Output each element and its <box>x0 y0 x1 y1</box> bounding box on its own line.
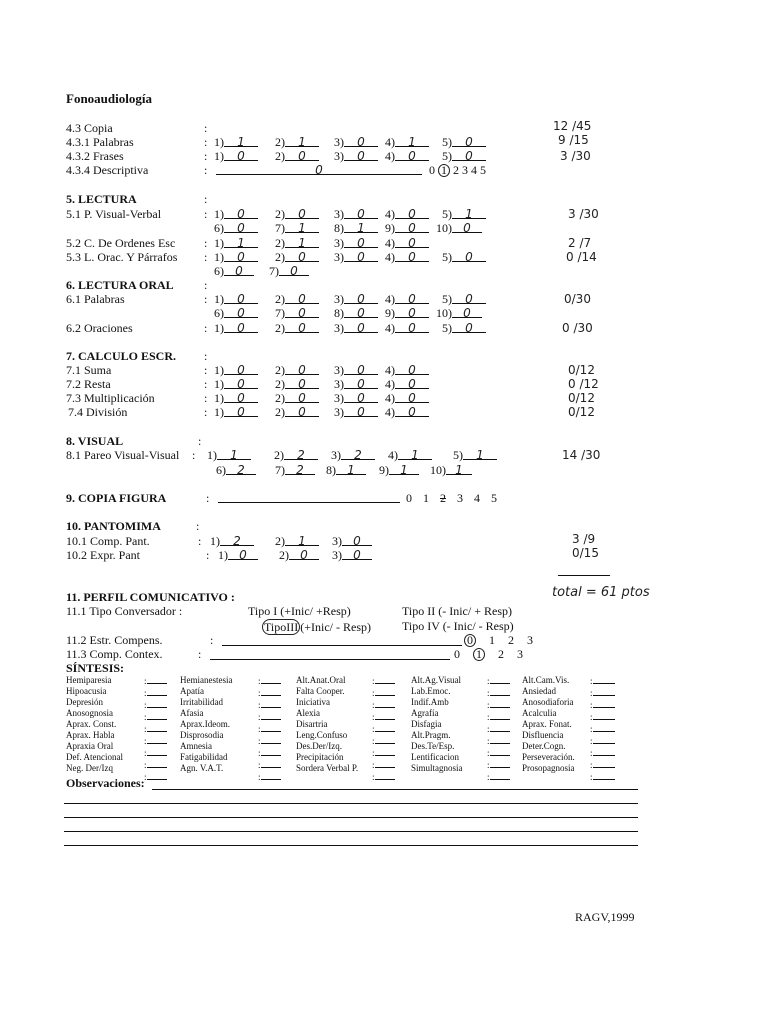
answer-field[interactable] <box>375 687 395 696</box>
answer-field[interactable]: 0 <box>224 149 258 161</box>
answer-field[interactable] <box>375 747 395 756</box>
answer-field[interactable]: 0 <box>285 306 319 318</box>
sintesis-item: Aprax. Fonat. <box>522 719 572 729</box>
total-note: total = 61 ptos <box>552 585 650 600</box>
sintesis-item: Agn. V.A.T. <box>180 763 224 773</box>
row-label: 6.2 Oraciones <box>66 321 133 335</box>
colon: : <box>206 548 210 562</box>
answer-field[interactable]: 0 <box>452 221 482 233</box>
answer-field[interactable]: 0 <box>224 377 258 389</box>
row-label: 11.3 Comp. Contex. <box>66 647 163 661</box>
answer-field[interactable]: 0 <box>344 321 378 333</box>
answer-field[interactable] <box>147 687 167 696</box>
sintesis-item: Perseveración. <box>522 752 575 762</box>
sintesis-item: Anosodiaforia <box>522 697 574 707</box>
sintesis-fields: : : : : : : : : : <box>487 675 510 783</box>
sintesis-item: Alt.Cam.Vis. <box>522 675 570 685</box>
answer-row: 1) 0 2) 0 3) 0 4) 0 5) 0 <box>214 292 486 306</box>
answer-row: 1) 0 2) 0 3) 0 4) 0 5) 0 <box>214 321 486 335</box>
colon: : <box>204 292 208 306</box>
answer-row: 6) 2 7) 2 8) 1 9) 1 10) 1 <box>216 463 472 477</box>
sintesis-item: Amnesia <box>180 741 212 751</box>
answer-field[interactable]: 0 <box>344 250 378 262</box>
answer-field[interactable]: 0 <box>224 363 258 375</box>
answer-field[interactable] <box>147 723 167 732</box>
observaciones-line[interactable] <box>64 831 638 832</box>
score: 0 /30 <box>562 321 593 335</box>
row-label: 4.3 Copia <box>66 121 113 135</box>
row-label: 5.3 L. Orac. Y Párrafos <box>66 250 178 264</box>
colon: : <box>204 135 208 149</box>
answer-field[interactable]: 0 <box>452 149 486 161</box>
answer-field[interactable]: 0 <box>342 534 372 546</box>
answer-field[interactable]: 0 <box>224 321 258 333</box>
colon: : <box>204 363 208 377</box>
sintesis-fields: : : : : : : : : : <box>258 675 281 783</box>
sintesis-item: Alt.Ag.Visual <box>411 675 461 685</box>
sintesis-item: Deter.Cogn. <box>522 741 566 751</box>
sintesis-column <box>296 675 358 774</box>
answer-row: 1) 0 2) 0 3) 0 4) 0 5) 0 <box>214 250 486 264</box>
colon: : <box>204 236 208 250</box>
colon: : <box>204 250 208 264</box>
answer-field[interactable]: 0 <box>279 264 309 276</box>
row-label: 10.1 Comp. Pant. <box>66 534 150 548</box>
answer-field[interactable] <box>593 759 615 768</box>
sintesis-item: Des.Te/Esp. <box>411 741 455 751</box>
answer-field[interactable]: 0 <box>344 405 378 417</box>
answer-field[interactable]: 1 <box>285 221 319 233</box>
answer-field[interactable] <box>261 747 281 756</box>
sintesis-item: Disfagia <box>411 719 442 729</box>
observaciones-line[interactable] <box>64 803 638 804</box>
answer-field[interactable]: 0 <box>224 221 258 233</box>
answer-field[interactable] <box>147 747 167 756</box>
answer-field[interactable] <box>147 675 167 684</box>
row-label: 11.2 Estr. Compens. <box>66 633 163 647</box>
answer-row: 1) 1 2) 1 3) 0 4) 0 <box>214 236 429 250</box>
row-label: 4.3.2 Frases <box>66 149 124 163</box>
sintesis-item: Lentificacion <box>411 752 459 762</box>
answer-field[interactable]: 0 <box>395 405 429 417</box>
answer-row: 1) 0 2) 0 3) 0 4) 0 5) 1 <box>214 207 486 221</box>
answer-field[interactable]: 0 <box>224 264 254 276</box>
answer-field[interactable]: 1 <box>224 135 258 147</box>
selected-option[interactable]: 2 <box>440 491 446 505</box>
answer-field[interactable]: 0 <box>395 236 429 248</box>
answer-field[interactable]: 0 <box>344 292 378 304</box>
answer-field[interactable]: 2 <box>341 448 375 460</box>
colon: : <box>204 207 208 221</box>
answer-field[interactable]: 0 <box>285 321 319 333</box>
answer-field[interactable] <box>490 735 510 744</box>
answer-row: 6) 0 7) 1 8) 1 9) 0 10) 0 <box>214 221 482 235</box>
answer-field[interactable]: 0 <box>285 250 319 262</box>
answer-field[interactable]: 0 <box>285 207 319 219</box>
answer-field[interactable]: 1 <box>224 236 258 248</box>
colon: : <box>204 121 208 135</box>
answer-field[interactable] <box>261 771 281 780</box>
sintesis-item: Def. Atencional <box>66 752 123 762</box>
answer-field[interactable]: 0 <box>452 135 486 147</box>
answer-line[interactable] <box>210 659 450 660</box>
sintesis-column <box>180 675 232 774</box>
section-heading: SÍNTESIS: <box>66 661 125 675</box>
answer-field[interactable] <box>375 699 395 708</box>
answer-field[interactable] <box>593 711 615 720</box>
score: 9 /15 <box>558 133 589 147</box>
answer-field[interactable]: 0 <box>395 363 429 375</box>
score: 0/15 <box>572 546 599 560</box>
score: 3 /30 <box>568 207 599 221</box>
row-label: 7.2 Resta <box>66 377 111 391</box>
answer-field[interactable]: 1 <box>217 448 251 460</box>
answer-row: 1) 0 2) 0 3) 0 4) 0 <box>214 377 429 391</box>
answer-field[interactable] <box>593 771 615 780</box>
answer-field[interactable] <box>375 723 395 732</box>
answer-field[interactable]: 0 <box>395 306 429 318</box>
score: 3 /30 <box>560 149 591 163</box>
option-tipo-2[interactable]: Tipo II (- Inic/ + Resp) <box>402 604 512 618</box>
row-label: 6.1 Palabras <box>66 292 125 306</box>
colon: : <box>198 647 202 661</box>
answer-field[interactable]: 1 <box>452 207 486 219</box>
colon: : <box>204 405 208 419</box>
answer-field[interactable] <box>261 711 281 720</box>
answer-row: 1) 2 2) 1 3) 0 <box>210 534 372 548</box>
answer-field[interactable]: 0 <box>285 149 319 161</box>
sintesis-item: Apatía <box>180 686 204 696</box>
colon: : <box>204 377 208 391</box>
answer-field[interactable] <box>147 735 167 744</box>
answer-field[interactable]: 0 <box>216 163 422 175</box>
answer-field[interactable] <box>490 699 510 708</box>
answer-row: 1) 1 2) 1 3) 0 4) 1 5) 0 <box>214 135 486 149</box>
colon: : <box>204 163 208 177</box>
score: 0/30 <box>564 292 591 306</box>
sintesis-item: Disfluencia <box>522 730 564 740</box>
answer-field[interactable]: 0 <box>285 405 319 417</box>
section-heading: 10. PANTOMIMA <box>66 519 161 533</box>
answer-field[interactable]: 0 <box>224 391 258 403</box>
answer-field[interactable] <box>490 675 510 684</box>
answer-field[interactable]: 0 <box>395 207 429 219</box>
scale: 0 1 2 3 <box>464 633 533 647</box>
answer-field[interactable]: 0 <box>395 391 429 403</box>
answer-row: 1) 0 2) 0 3) 0 4) 0 <box>214 391 429 405</box>
row-label: 4.3.4 Descriptiva <box>66 163 149 177</box>
score: 3 /9 <box>572 532 596 546</box>
colon: : <box>192 448 196 462</box>
score: 0/12 <box>568 363 595 377</box>
sintesis-item: Acalculia <box>522 708 557 718</box>
answer-field[interactable]: 0 <box>452 292 486 304</box>
row-label: 5.1 P. Visual-Verbal <box>66 207 162 221</box>
answer-field[interactable]: 0 <box>395 250 429 262</box>
answer-field[interactable] <box>147 699 167 708</box>
answer-field[interactable] <box>490 747 510 756</box>
sintesis-item: Simultagnosia <box>411 763 463 773</box>
section-heading: 5. LECTURA <box>66 192 137 206</box>
answer-row: 6) 0 7) 0 8) 0 9) 0 10) 0 <box>214 306 482 320</box>
row-label: 7.3 Multiplicación <box>66 391 155 405</box>
answer-field[interactable] <box>261 723 281 732</box>
answer-field[interactable] <box>375 735 395 744</box>
score: 0/12 <box>568 405 595 419</box>
answer-field[interactable] <box>375 759 395 768</box>
colon: : <box>196 519 200 533</box>
answer-field[interactable]: 0 <box>344 236 378 248</box>
option-tipo-3[interactable]: TipoIII (+Inic/ - Resp) <box>264 620 371 634</box>
answer-field[interactable]: 1 <box>398 448 432 460</box>
answer-field[interactable] <box>593 687 615 696</box>
sintesis-item: Alexia <box>296 708 320 718</box>
sintesis-item: Des.Der/Izq. <box>296 741 342 751</box>
sintesis-item: Prosopagnosia <box>522 763 575 773</box>
sintesis-item: Aprax. Const. <box>66 719 117 729</box>
answer-line[interactable] <box>218 502 400 503</box>
answer-line[interactable] <box>222 645 462 646</box>
sintesis-item: Sordera Verbal P. <box>296 763 359 773</box>
row-label: 5.2 C. De Ordenes Esc <box>66 236 176 250</box>
colon: : <box>206 491 210 505</box>
sintesis-item: Disartria <box>296 719 328 729</box>
sintesis-item: Hemianestesia <box>180 675 233 685</box>
answer-row: 1) 0 2) 0 3) 0 <box>218 548 372 562</box>
colon: : <box>210 633 214 647</box>
row-label: 7.1 Suma <box>66 363 112 377</box>
sintesis-item: Neg. Der/Izq <box>66 763 113 773</box>
scale: 0 1 2 3 <box>454 647 523 661</box>
colon: : <box>198 434 202 448</box>
answer-row: 1) 1 2) 2 3) 2 4) 1 5) 1 <box>207 448 497 462</box>
score: 14 /30 <box>562 448 601 462</box>
answer-field[interactable]: 0 <box>224 250 258 262</box>
row-label: 4.3.1 Palabras <box>66 135 134 149</box>
sintesis-column <box>522 675 575 774</box>
answer-field[interactable] <box>490 687 510 696</box>
observaciones-line[interactable] <box>152 789 638 790</box>
answer-field[interactable] <box>490 771 510 780</box>
answer-field[interactable]: 0 <box>228 548 258 560</box>
colon: : <box>198 534 202 548</box>
answer-field[interactable]: 0 <box>452 321 486 333</box>
answer-field[interactable]: 0 <box>224 207 258 219</box>
answer-field[interactable]: 0 <box>395 221 429 233</box>
answer-field[interactable]: 0 <box>344 391 378 403</box>
sintesis-item: Lab.Emoc. <box>411 686 451 696</box>
section-heading: 8. VISUAL <box>66 434 124 448</box>
scale: 0 1 2 3 4 5 <box>406 491 497 505</box>
sintesis-item: Falta Cooper. <box>296 686 345 696</box>
sintesis-item: Hipoacusia <box>66 686 107 696</box>
descriptiva-row: 0 0 1 2 3 4 5 <box>216 163 486 177</box>
answer-field[interactable]: 1 <box>285 236 319 248</box>
answer-field[interactable]: 1 <box>395 135 429 147</box>
sintesis-item: Alt.Anat.Oral <box>296 675 346 685</box>
answer-field[interactable]: 0 <box>395 321 429 333</box>
answer-field[interactable]: 2 <box>226 463 256 475</box>
sintesis-item: Iniciativa <box>296 697 330 707</box>
answer-field[interactable] <box>261 735 281 744</box>
colon: : <box>204 349 208 363</box>
sintesis-item: Irritabilidad <box>180 697 223 707</box>
score: 0 /14 <box>566 250 597 264</box>
colon: : <box>204 321 208 335</box>
answer-field[interactable]: 0 <box>289 548 319 560</box>
answer-field[interactable]: 0 <box>344 135 378 147</box>
sintesis-item: Agrafía <box>411 708 439 718</box>
colon: : <box>204 278 208 292</box>
sintesis-column <box>66 675 123 774</box>
answer-field[interactable] <box>375 711 395 720</box>
answer-field[interactable]: 2 <box>285 463 315 475</box>
answer-field[interactable]: 0 <box>285 377 319 389</box>
answer-field[interactable]: 1 <box>389 463 419 475</box>
sintesis-item: Precipitación <box>296 752 344 762</box>
answer-field[interactable]: 2 <box>284 448 318 460</box>
answer-field[interactable]: 0 <box>344 207 378 219</box>
answer-field[interactable] <box>593 699 615 708</box>
answer-field[interactable]: 1 <box>463 448 497 460</box>
answer-field[interactable]: 0 <box>285 391 319 403</box>
sintesis-fields: : : : : : : : : : <box>590 675 615 783</box>
section-heading: 7. CALCULO ESCR. <box>66 349 177 363</box>
answer-field[interactable]: 2 <box>220 534 254 546</box>
score: 2 /7 <box>568 236 592 250</box>
sintesis-item: Hemiparesia <box>66 675 112 685</box>
section-heading: 6. LECTURA ORAL <box>66 278 174 292</box>
answer-field[interactable] <box>490 723 510 732</box>
observaciones-label: Observaciones: <box>66 776 145 790</box>
answer-field[interactable] <box>490 759 510 768</box>
row-label: 10.2 Expr. Pant <box>66 548 140 562</box>
answer-field[interactable]: 0 <box>452 306 482 318</box>
answer-field[interactable]: 0 <box>344 306 378 318</box>
sintesis-item: Alt.Pragm. <box>411 730 451 740</box>
option-tipo-4[interactable]: Tipo IV (- Inic/ - Resp) <box>402 619 514 633</box>
observaciones-line[interactable] <box>64 845 638 846</box>
answer-row: 1) 0 2) 0 3) 0 4) 0 5) 0 <box>214 149 486 163</box>
answer-field[interactable] <box>261 687 281 696</box>
total-rule <box>558 575 610 576</box>
answer-field[interactable]: 0 <box>342 548 372 560</box>
answer-field[interactable] <box>375 771 395 780</box>
answer-field[interactable]: 1 <box>446 463 472 475</box>
sintesis-fields: : : : : : : : : : <box>144 675 167 783</box>
sintesis-item: Depresión <box>66 697 103 707</box>
answer-field[interactable] <box>261 759 281 768</box>
answer-field[interactable]: 0 <box>344 377 378 389</box>
answer-field[interactable] <box>147 759 167 768</box>
answer-field[interactable] <box>593 735 615 744</box>
sintesis-item: Leng.Confuso <box>296 730 348 740</box>
answer-field[interactable]: 0 <box>224 292 258 304</box>
sintesis-item: Aprax. Habla <box>66 730 115 740</box>
answer-field[interactable] <box>593 723 615 732</box>
sintesis-fields: : : : : : : : : : <box>372 675 395 783</box>
answer-field[interactable]: 0 <box>395 377 429 389</box>
answer-row: 1) 0 2) 0 3) 0 4) 0 <box>214 363 429 377</box>
sintesis-column <box>411 675 463 774</box>
answer-field[interactable]: 0 <box>344 149 378 161</box>
row-label: 11.1 Tipo Conversador : <box>66 604 183 618</box>
answer-field[interactable]: 0 <box>452 250 486 262</box>
answer-field[interactable]: 0 <box>395 149 429 161</box>
answer-field[interactable] <box>147 711 167 720</box>
section-heading: 9. COPIA FIGURA <box>66 491 167 505</box>
sintesis-item: Ansiedad <box>522 686 556 696</box>
footer-credit: RAGV,1999 <box>575 910 635 924</box>
answer-field[interactable] <box>593 675 615 684</box>
answer-field[interactable]: 0 <box>285 292 319 304</box>
sintesis-item: Disprosodia <box>180 730 224 740</box>
sintesis-item: Afasia <box>180 708 204 718</box>
colon: : <box>204 192 208 206</box>
answer-field[interactable] <box>261 675 281 684</box>
sintesis-item: Fatigabilidad <box>180 752 228 762</box>
colon: : <box>204 391 208 405</box>
answer-field[interactable]: 1 <box>285 534 319 546</box>
sintesis-item: Anosognosia <box>66 708 113 718</box>
sintesis-item: Indif.Amb <box>411 697 449 707</box>
row-label: 8.1 Pareo Visual-Visual <box>66 448 180 462</box>
score: 0/12 <box>568 391 595 405</box>
colon: : <box>204 149 208 163</box>
section-heading: 11. PERFIL COMUNICATIVO : <box>66 590 235 604</box>
answer-field[interactable]: 0 <box>224 306 258 318</box>
answer-field[interactable]: 0 <box>224 405 258 417</box>
observaciones-line[interactable] <box>64 817 638 818</box>
answer-field[interactable] <box>261 699 281 708</box>
score: 0 /12 <box>568 377 599 391</box>
selected-option[interactable]: 1 <box>438 164 450 177</box>
score: 12 /45 <box>553 119 592 133</box>
answer-field[interactable]: 0 <box>344 363 378 375</box>
selected-option[interactable]: 1 <box>473 648 485 661</box>
option-tipo-1[interactable]: Tipo I (+Inic/ +Resp) <box>248 604 351 618</box>
answer-field[interactable] <box>490 711 510 720</box>
page-title: Fonoaudiología <box>66 91 152 106</box>
answer-field[interactable]: 1 <box>344 221 378 233</box>
sintesis-item: Apraxia Oral <box>66 741 114 751</box>
answer-field[interactable] <box>147 771 167 780</box>
answer-field[interactable]: 1 <box>285 135 319 147</box>
selected-option: TipoIII <box>264 620 299 634</box>
selected-option[interactable]: 0 <box>464 634 476 647</box>
answer-field[interactable] <box>375 675 395 684</box>
answer-field[interactable] <box>593 747 615 756</box>
answer-row: 6) 0 7) 0 <box>214 264 309 278</box>
sintesis-item: Aprax.Ideom. <box>180 719 230 729</box>
answer-field[interactable]: 0 <box>395 292 429 304</box>
row-label: 7.4 División <box>68 405 128 419</box>
answer-field[interactable]: 1 <box>336 463 366 475</box>
answer-row: 1) 0 2) 0 3) 0 4) 0 <box>214 405 429 419</box>
answer-field[interactable]: 0 <box>285 363 319 375</box>
